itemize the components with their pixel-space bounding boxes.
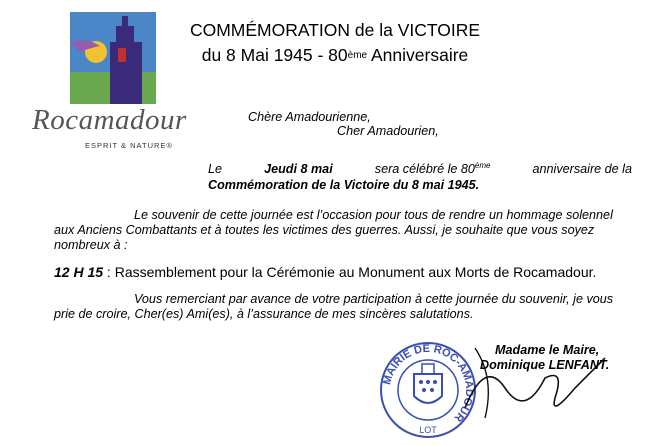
stamp-bottom-text: LOT bbox=[419, 425, 437, 435]
paragraph-2-line1: Le souvenir de cette journée est l’occasion pour tous de rendre un hommage solennel bbox=[134, 208, 613, 222]
brand-tagline: ESPRIT & NATURE® bbox=[85, 141, 173, 150]
salutation-female: Chère Amadourienne, bbox=[248, 110, 371, 124]
signatory-name: Dominique LENFANT. bbox=[480, 358, 610, 372]
p1-end: anniversaire de la bbox=[532, 162, 632, 176]
p1-date: Jeudi 8 mai bbox=[264, 162, 333, 176]
stamp-ring-text: MAIRIE DE ROC-AMADOUR bbox=[381, 342, 476, 424]
title-superscript: ème bbox=[347, 50, 368, 61]
salutation-male: Cher Amadourien, bbox=[337, 124, 439, 138]
paragraph-3-line1: Vous remerciant par avance de votre participation à cette journée du souvenir, je vous bbox=[134, 292, 614, 306]
paragraph-1-line2: Commémoration de la Victoire du 8 mai 1945. bbox=[208, 178, 480, 192]
brand-name: Rocamadour bbox=[32, 104, 187, 136]
event-time: 12 H 15 bbox=[54, 264, 104, 280]
event-description: : Rassemblement pour la Cérémonie au Monument aux Morts de Rocamadour. bbox=[103, 264, 597, 280]
paragraph-1-line1 bbox=[208, 162, 632, 176]
page-title-line1: COMMÉMORATION de la VICTOIRE bbox=[189, 20, 481, 40]
paragraph-2-line2: aux Anciens Combattants et à toutes les victimes des guerres. Aussi, je souhaite que vous soyez bbox=[54, 223, 595, 237]
signatory-title: Madame le Maire, bbox=[495, 343, 600, 357]
paragraph-3-line2: prie de croire, Cher(es) Ami(es), à l’assurance de mes sincères salutations. bbox=[54, 307, 474, 321]
p1-mid bbox=[375, 162, 491, 176]
title-line2-suffix: Anniversaire bbox=[367, 45, 469, 65]
event-line bbox=[54, 264, 596, 280]
paragraph-2-line3: nombreux à : bbox=[54, 238, 128, 252]
page-title-line2 bbox=[0, 45, 670, 66]
p1-le: Le bbox=[208, 162, 223, 176]
p1-mid-text: sera célébré le 80 bbox=[374, 162, 475, 176]
p1-superscript: ème bbox=[474, 161, 491, 170]
title-line2-prefix: du 8 Mai 1945 - 80 bbox=[201, 45, 348, 65]
